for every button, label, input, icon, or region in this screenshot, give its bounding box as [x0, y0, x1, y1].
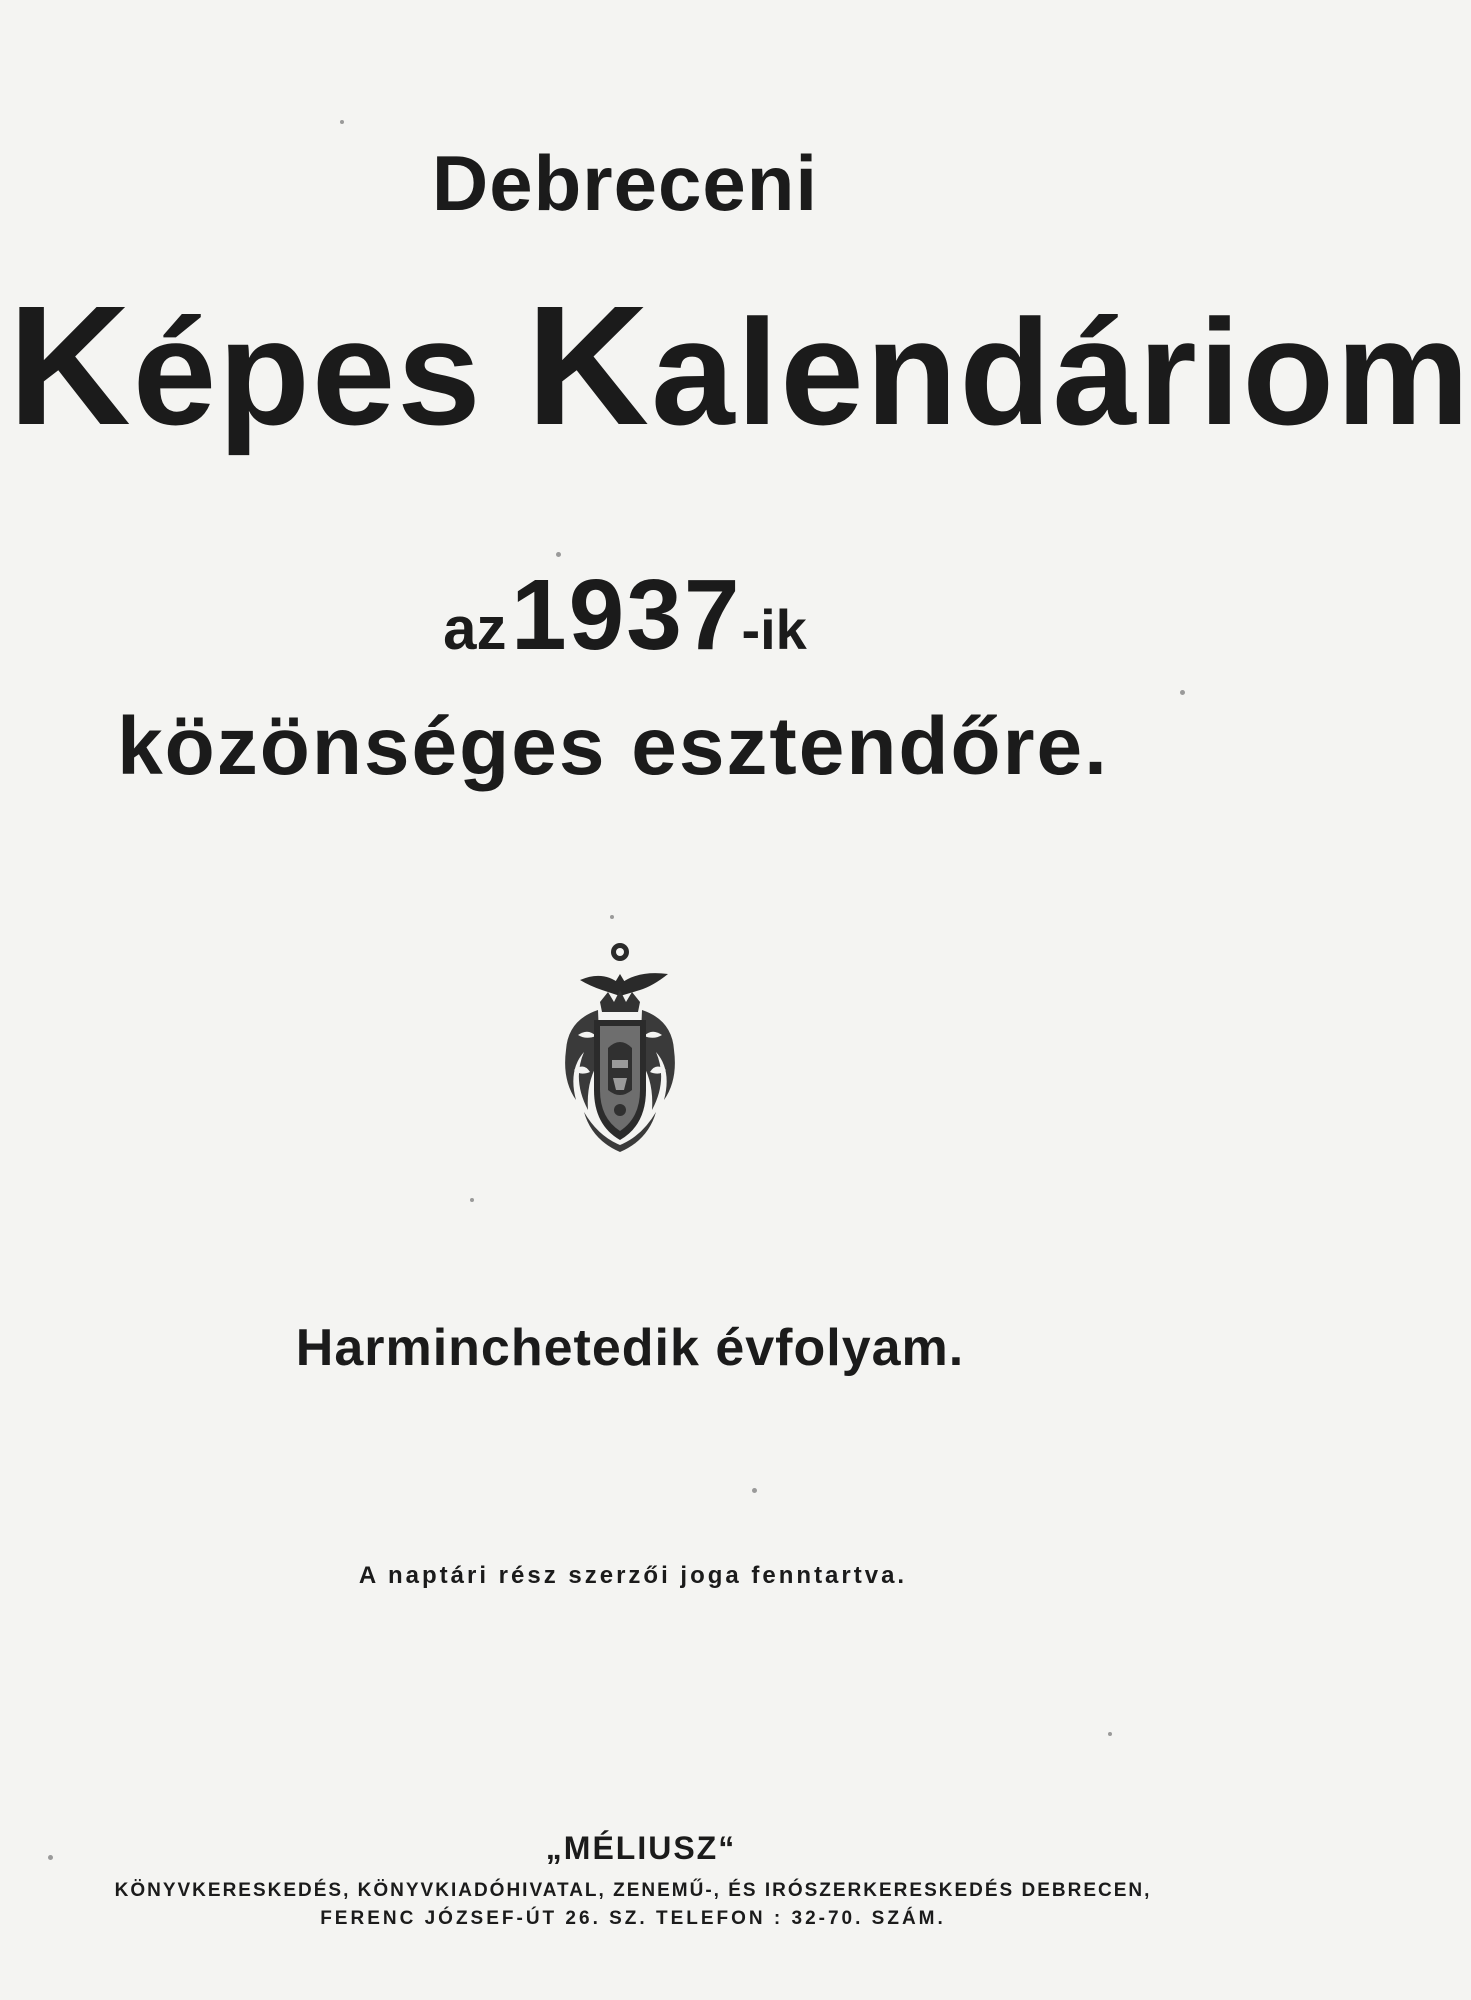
volume-line: Harminchetedik évfolyam.: [295, 1319, 965, 1377]
main-title-initial-2: K: [526, 271, 652, 461]
copyright-note: A naptári rész szerzői joga fenntartva.: [358, 1562, 908, 1589]
publisher-line-2: FERENC JÓZSEF-ÚT 26. SZ. TELEFON : 32-70. SZÁM.: [320, 1908, 946, 1929]
scan-speck: [470, 1198, 474, 1202]
scan-speck: [610, 915, 614, 919]
publisher-name: „MÉLIUSZ“: [545, 1830, 737, 1866]
scan-speck: [752, 1488, 757, 1493]
scan-speck: [556, 552, 561, 557]
subtitle: közönséges esztendőre.: [117, 701, 1109, 792]
scan-speck: [1108, 1732, 1112, 1736]
year-number: 1937: [511, 559, 742, 671]
scan-speck: [48, 1855, 53, 1860]
year-prefix: az: [443, 595, 507, 662]
scan-speck: [1180, 690, 1185, 695]
title-line-debreceni: Debreceni: [431, 139, 819, 227]
year-suffix: -ik: [741, 598, 807, 661]
year-line: [0, 558, 1250, 673]
scan-speck: [340, 120, 344, 124]
debrecen-coat-of-arms-icon: [558, 940, 718, 1160]
main-title-initial-1: K: [8, 271, 133, 461]
publisher-line-1: KÖNYVKERESKEDÉS, KÖNYVKIADÓHIVATAL, ZENEMŰ-, ÉS IRÓSZERKERESKEDÉS DEBRECEN,: [114, 1880, 1152, 1901]
main-title-rest-1: épes: [132, 288, 483, 456]
main-title-rest-2: alendáriom: [651, 288, 1471, 456]
main-title: [8, 268, 1471, 464]
